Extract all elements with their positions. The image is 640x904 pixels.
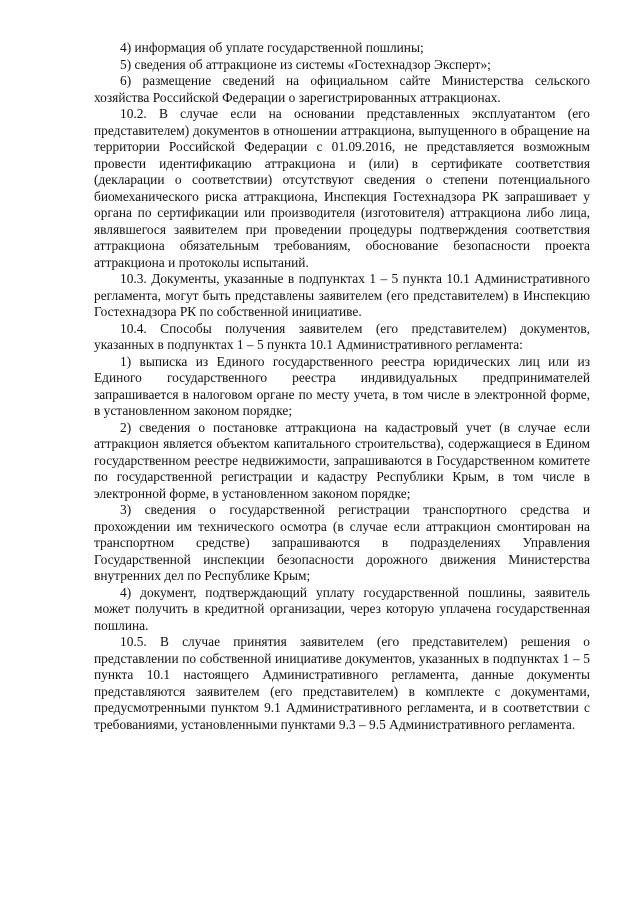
paragraph-10-4-item-3: 3) сведения о государственной регистрации транспортного средства и прохождении им технического осмотра (в случае если аттракцион смонтирован на транспортном средстве) запрашиваются в подразделениях Управления Государственной инспекции безопасности дорожного движения Министерства внутренних дел по Республике Крым; <box>94 502 590 583</box>
paragraph-10-2: 10.2. В случае если на основании представленных эксплуатантом (его представителем) документов в отношении аттракциона, выпущенного в обращение на территории Российской Федерации с 01.09.2016, не представляется возможным провести идентификацию аттракциона и (или) в сертификате соответствия (декларации о соответствии) отсутствуют сведения о степени потенциального биомеханического риска аттракциона, Инспекция Гостехнадзора РК запрашивает у органа по сертификации или производителя (изготовителя) аттракциона либо лица, являвшегося заявителем при проведении процедуры подтверждения соответствия аттракциона обязательным требованиям, обоснование безопасности проекта аттракциона и протоколы испытаний. <box>94 106 590 270</box>
paragraph-10-5: 10.5. В случае принятия заявителем (его представителем) решения о представлении по собственной инициативе документов, указанных в подпунктах 1 – 5 пункта 10.1 настоящего Административного регламента, данные документы представляются заявителем (его представителем) в комплекте с документами, предусмотренными пунктом 9.1 Административного регламента, и в соответствии с требованиями, установленными пунктами 9.3 – 9.5 Административного регламента. <box>94 634 590 732</box>
paragraph-10-4-item-2: 2) сведения о постановке аттракциона на кадастровый учет (в случае если аттракцион является объектом капитального строительства), содержащиеся в Едином государственном реестре недвижимости, запрашиваются в Государственном комитете по государственной регистрации и кадастру Республики Крым, в том числе в электронной форме, в установленном законом порядке; <box>94 419 590 501</box>
paragraph-item-5-gostekhnadzor-expert: 5) сведения об аттракционе из системы «Гостехнадзор Эксперт»; <box>120 56 491 72</box>
paragraph-10-4: 10.4. Способы получения заявителем (его представителем) документов, указанных в подпунктах 1 – 5 пункта 10.1 Административного регламента: <box>94 320 590 352</box>
paragraph-10-3: 10.3. Документы, указанные в подпунктах 1 – 5 пункта 10.1 Административного регламента, могут быть представлены заявителем (его представителем) в Инспекцию Гостехнадзора РК по собственной инициативе. <box>94 271 590 319</box>
paragraph-item-6-ministry-website: 6) размещение сведений на официальном сайте Министерства сельского хозяйства Российской Федерации о зарегистрированных аттракционах. <box>94 73 590 105</box>
paragraph-10-4-item-1: 1) выписка из Единого государственного реестра юридических лиц или из Единого государственного реестра индивидуальных предпринимателей запрашивается в налоговом органе по месту учета, в том числе в электронной форме, в установленном законом порядке; <box>94 353 590 418</box>
document-body <box>94 40 590 733</box>
paragraph-item-4-fee-info: 4) информация об уплате государственной пошлины; <box>120 40 424 55</box>
paragraph-10-4-item-4: 4) документ, подтверждающий уплату государственной пошлины, заявитель может получить в кредитной организации, через которую уплачена государственная пошлина. <box>94 584 590 633</box>
